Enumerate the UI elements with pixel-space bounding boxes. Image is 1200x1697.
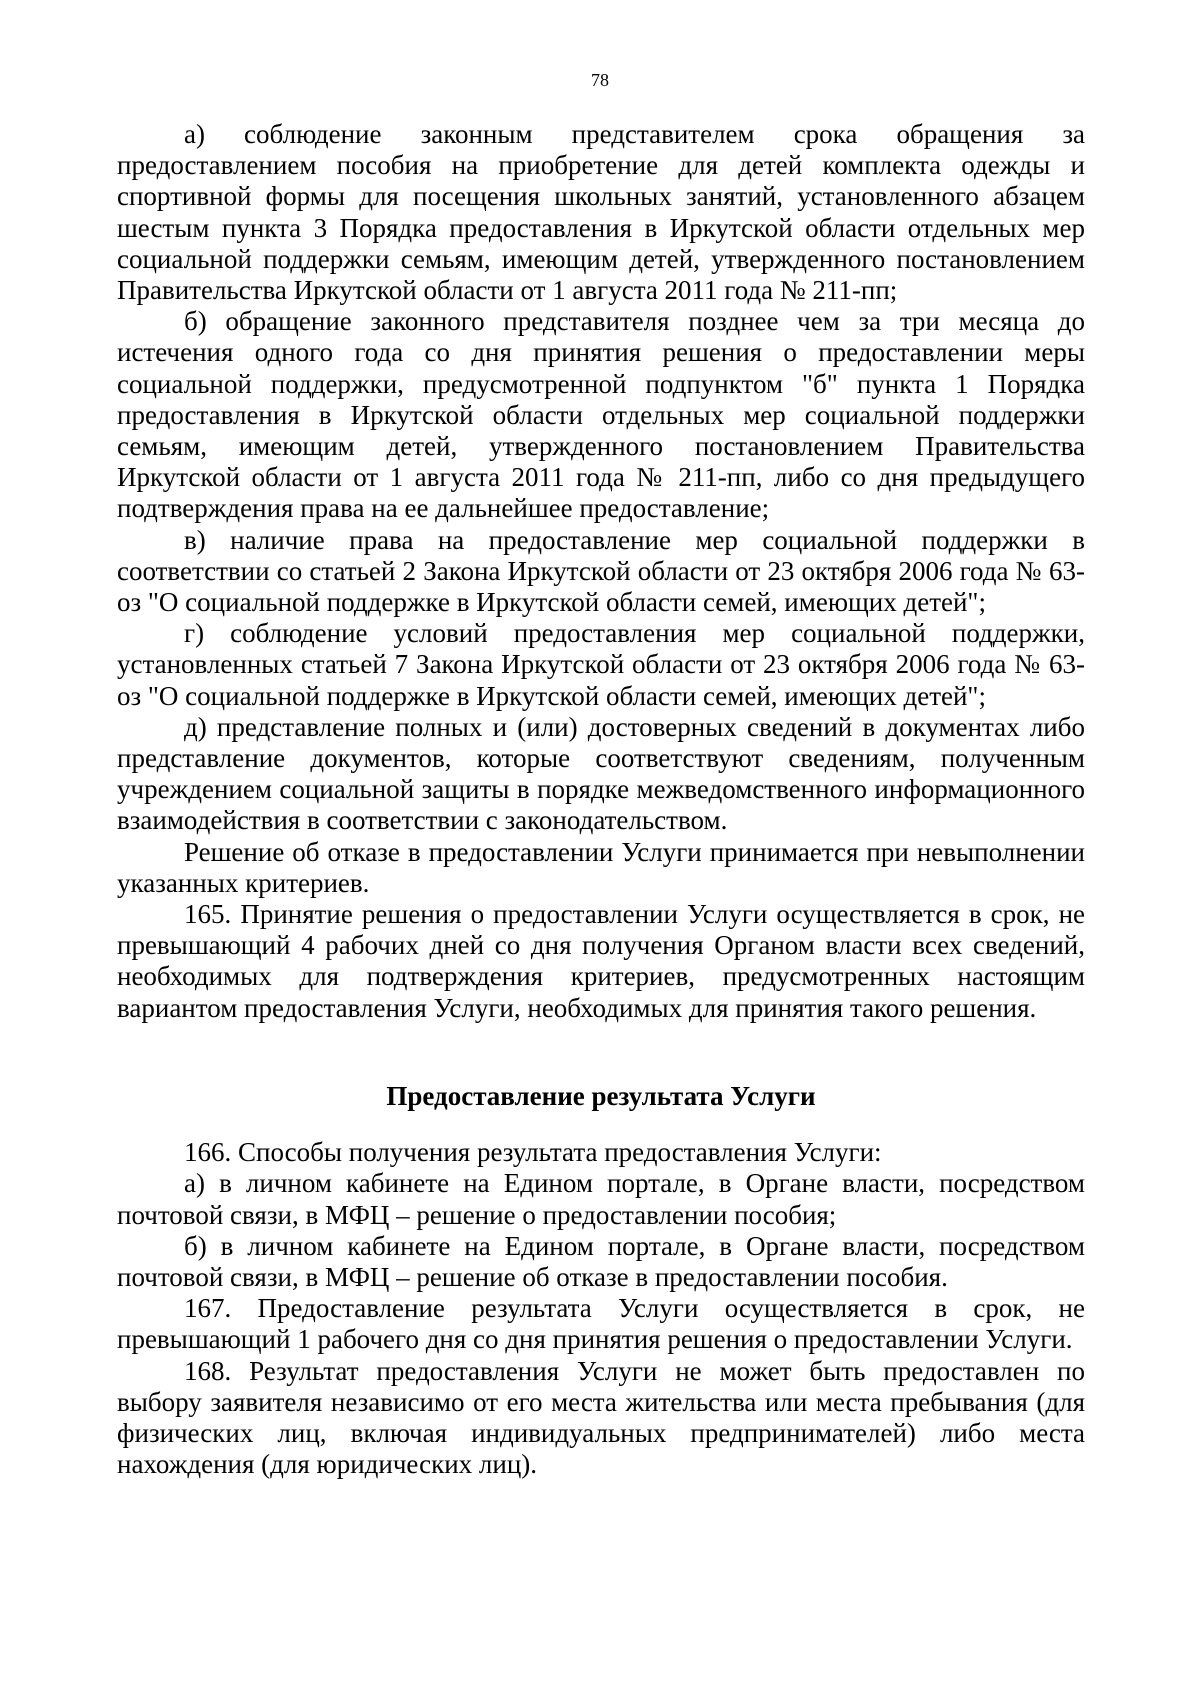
paragraph-clause-167: 167. Предоставление результата Услуги осуществляется в срок, не превышающий 1 рабочего дня со дня принятия решения о предоставлении Услуги. — [117, 1293, 1085, 1355]
paragraph-clause-166-b: б) в личном кабинете на Едином портале, в Органе власти, посредством почтовой связи, в МФЦ – решение об отказе в предоставлении пособия. — [117, 1230, 1085, 1292]
paragraph-item-v-entitlement: в) наличие права на предоставление мер социальной поддержки в соответствии со статьей 2 Закона Иркутской области от 23 октября 2006 года № 63-оз "О социальной поддержке в Иркутской области семей, имеющих детей"; — [117, 524, 1085, 618]
paragraph-item-d-documents: д) представление полных и (или) достоверных сведений в документах либо представление документов, которые соответствуют сведениям, полученным учреждением социальной защиты в порядке межведомственного информационного взаимодействия в соответствии с законодательством. — [117, 711, 1085, 836]
document-body — [117, 119, 1085, 1480]
page-number: 78 — [591, 70, 609, 90]
paragraph-item-a-deadline: а) соблюдение законным представителем срока обращения за предоставлением пособия на приобретение для детей комплекта одежды и спортивной формы для посещения школьных занятий, установленного абзацем шестым пункта 3 Порядка предоставления в Иркутской области отдельных мер социальной поддержки семьям, имеющим детей, утвержденного постановлением Правительства Иркутской области от 1 августа 2011 года № 211-пп; — [117, 119, 1085, 306]
paragraph-clause-166-a: а) в личном кабинете на Едином портале, в Органе власти, посредством почтовой связи, в МФЦ – решение о предоставлении пособия; — [117, 1168, 1085, 1230]
paragraph-item-b-late-application: б) обращение законного представителя позднее чем за три месяца до истечения одного года со дня принятия решения о предоставлении меры социальной поддержки, предусмотренной подпунктом "б" пункта 1 Порядка предоставления в Иркутской области отдельных мер социальной поддержки семьям, имеющим детей, утвержденного постановлением Правительства Иркутской области от 1 августа 2011 года № 211-пп, либо со дня предыдущего подтверждения права на ее дальнейшее предоставление; — [117, 306, 1085, 524]
paragraph-refusal-decision: Решение об отказе в предоставлении Услуги принимается при невыполнении указанных критериев. — [117, 836, 1085, 898]
paragraph-clause-165: 165. Принятие решения о предоставлении Услуги осуществляется в срок, не превышающий 4 рабочих дней со дня получения Органом власти всех сведений, необходимых для подтверждения критериев, предусмотренных настоящим вариантом предоставления Услуги, необходимых для принятия такого решения. — [117, 899, 1085, 1023]
section-heading: Предоставление результата Услуги — [386, 1080, 816, 1111]
paragraph-clause-166: 166. Способы получения результата предоставления Услуги: — [184, 1137, 882, 1168]
heading-spacer — [117, 1112, 1085, 1137]
paragraph-item-g-conditions: г) соблюдение условий предоставления мер социальной поддержки, установленных статьей 7 Закона Иркутской области от 23 октября 2006 года № 63-оз "О социальной поддержке в Иркутской области семей, имеющих детей"; — [117, 618, 1085, 711]
paragraph-clause-168: 168. Результат предоставления Услуги не может быть предоставлен по выбору заявителя независимо от его места жительства или места пребывания (для физических лиц, включая индивидуальных предпринимателей) либо места нахождения (для юридических лиц). — [117, 1355, 1085, 1480]
section-spacer — [117, 1024, 1085, 1081]
